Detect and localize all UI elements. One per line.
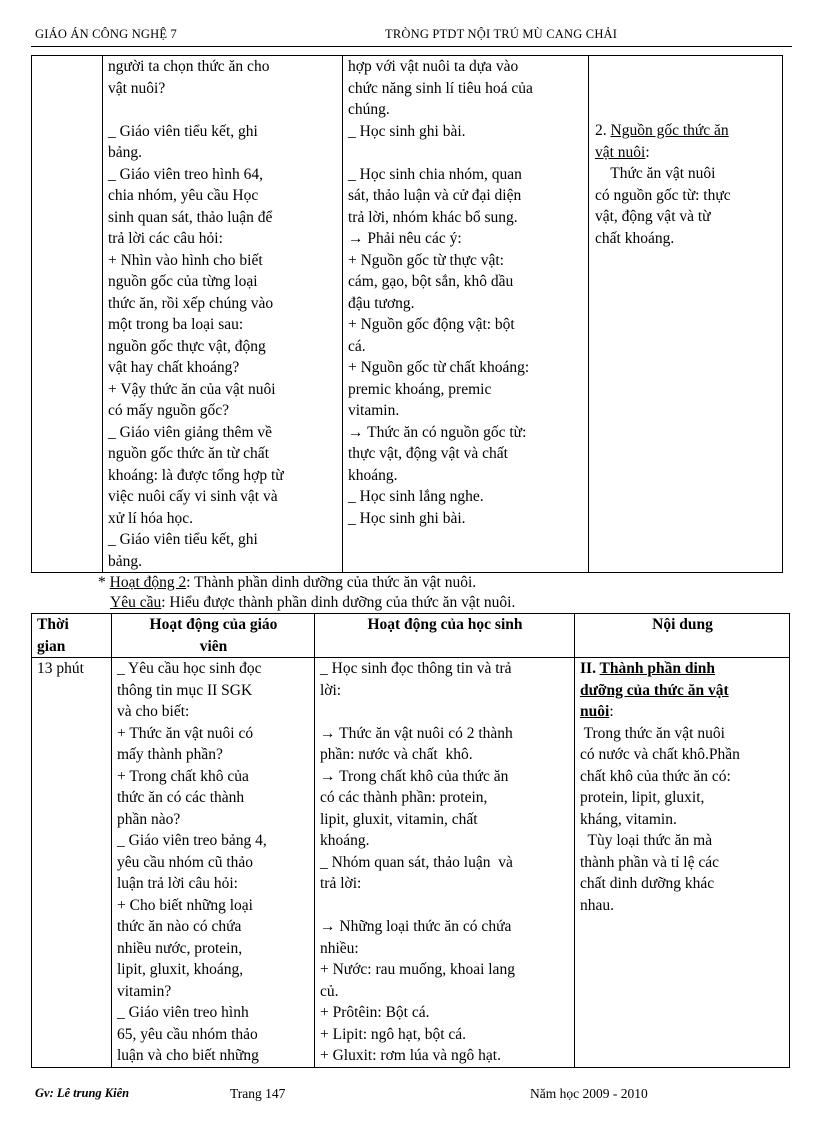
- text-line: thành phần và tỉ lệ các: [580, 853, 720, 871]
- text-line: → Trong chất khô của thức ăn: [320, 767, 509, 785]
- text-line: nguồn gốc thức ăn từ chất: [108, 445, 269, 462]
- text-line: + Nguồn gốc động vật: bột: [348, 316, 515, 333]
- activity-requirement: Yêu cầu: Hiểu được thành phần dinh dưỡng của thức ăn vật nuôi.: [110, 594, 516, 611]
- text-line: bảng.: [108, 144, 143, 161]
- text-line: một trong ba loại sau:: [108, 316, 244, 333]
- text-line: hợp với vật nuôi ta dựa vào: [348, 58, 519, 75]
- text-line: [348, 142, 584, 164]
- table-row: [32, 658, 790, 1068]
- content-cell: [575, 658, 790, 1068]
- text-line: → Những loại thức ăn có chứa: [320, 918, 512, 935]
- text-line: _ Học sinh ghi bài.: [348, 509, 466, 527]
- lesson-table-top: [31, 55, 783, 573]
- text-line: + Cho biết những loại: [117, 896, 253, 914]
- text-line: + Gluxit: rơm lúa và ngô hạt.: [320, 1047, 501, 1064]
- footer-page: Trang 147: [230, 1086, 286, 1101]
- text-line: → Phải nêu các ý:: [348, 230, 462, 247]
- text-line: nguồn gốc thực vật, động: [108, 337, 266, 355]
- text-line: cá.: [348, 337, 366, 355]
- text-line: phần nào?: [117, 810, 181, 828]
- text-line: _ Giáo viên tiểu kết, ghi: [108, 531, 258, 548]
- text-line: mấy thành phần?: [117, 746, 223, 763]
- text-line: khoáng: là được tổng hợp từ: [108, 466, 284, 484]
- text-line: thức ăn nào có chứa: [117, 918, 242, 935]
- text-line: phần: nước và chất khô.: [320, 746, 473, 763]
- text-line: sát, thảo luận và cử đại diện: [348, 187, 522, 204]
- text-line: có nguồn gốc từ: thực: [595, 186, 731, 204]
- table-header-row: [32, 614, 790, 658]
- text-line: _ Giáo viên tiểu kết, ghi: [108, 122, 258, 140]
- text-line: protein, lipit, gluxit,: [580, 789, 705, 806]
- text-line: → Thức ăn vật nuôi có 2 thành: [320, 724, 513, 742]
- text-line: _ Yêu cầu học sinh đọc: [117, 660, 262, 677]
- text-line: kháng, vitamin.: [580, 810, 677, 828]
- text-line: nhiều nước, protein,: [117, 939, 243, 957]
- text-line: [108, 99, 338, 121]
- time-cell: [32, 56, 103, 573]
- text-line: trả lời các câu hỏi:: [108, 230, 223, 247]
- text-line: vật, động vật và từ: [595, 208, 711, 225]
- text-line: + Nước: rau muống, khoai lang: [320, 961, 515, 978]
- text-line: premic khoáng, premic: [348, 380, 492, 398]
- text-line: nhiều:: [320, 939, 359, 957]
- text-line: _ Giáo viên treo bảng 4,: [117, 832, 267, 849]
- text-line: củ.: [320, 982, 339, 1000]
- text-line: trả lời, nhóm khác bổ sung.: [348, 208, 518, 226]
- lesson-table-bottom: [31, 613, 790, 1068]
- time-cell: 13 phút: [32, 658, 112, 1068]
- content-cell: [589, 56, 783, 573]
- text-line: + Vậy thức ăn của vật nuôi: [108, 380, 276, 398]
- text-line: thông tin mục II SGK: [117, 681, 253, 699]
- text-line: đậu tương.: [348, 294, 415, 312]
- text-line: vật nuôi?: [108, 79, 166, 97]
- header-rule: [31, 46, 792, 47]
- text-line: [320, 895, 570, 917]
- text-line: chúng.: [348, 101, 390, 118]
- text-line: 65, yêu cầu nhóm thảo: [117, 1025, 258, 1043]
- content-lines: [580, 723, 785, 917]
- text-line: nguồn gốc của từng loại: [108, 273, 258, 290]
- text-line: trả lời:: [320, 875, 362, 892]
- text-line: vitamin?: [117, 982, 172, 1000]
- text-line: cám, gạo, bột sắn, khô dầu: [348, 273, 514, 290]
- text-line: chất dinh dưỡng khác: [580, 875, 715, 892]
- header-content: Nội dung: [575, 614, 790, 658]
- text-line: _ Giáo viên treo hình 64,: [108, 165, 263, 183]
- header-student: Hoạt động của học sinh: [315, 614, 575, 658]
- text-line: bảng.: [108, 552, 143, 570]
- student-activity-cell: [315, 658, 575, 1068]
- teacher-activity-cell: [103, 56, 343, 573]
- text-line: lipit, gluxit, khoáng,: [117, 961, 244, 978]
- text-line: _ Học sinh chia nhóm, quan: [348, 165, 522, 183]
- text-line: chất khô của thức ăn có:: [580, 767, 731, 785]
- text-line: chia nhóm, yêu cầu Học: [108, 187, 259, 204]
- text-line: người ta chọn thức ăn cho: [108, 58, 270, 75]
- text-line: _ Nhóm quan sát, thảo luận và: [320, 853, 513, 871]
- student-activity-cell: [343, 56, 589, 573]
- text-line: khoáng.: [348, 466, 398, 484]
- teacher-activity-cell: [112, 658, 315, 1068]
- content-lines: [595, 163, 778, 249]
- text-line: có nước và chất khô.Phần: [580, 746, 740, 763]
- text-line: vật hay chất khoáng?: [108, 359, 240, 376]
- text-line: thực vật, động vật và chất: [348, 445, 508, 462]
- content-heading: 2. Nguồn gốc thức ăn: [595, 122, 729, 139]
- text-line: _ Học sinh ghi bài.: [348, 122, 466, 140]
- text-line: → Thức ăn có nguồn gốc từ:: [348, 423, 527, 441]
- text-line: + Prôtêin: Bột cá.: [320, 1004, 430, 1021]
- text-line: _ Giáo viên treo hình: [117, 1004, 249, 1021]
- text-line: luận trả lời câu hỏi:: [117, 875, 238, 892]
- text-line: xử lí hóa học.: [108, 509, 194, 527]
- text-line: việc nuôi cấy vi sinh vật và: [108, 488, 278, 505]
- text-line: + Lipit: ngô hạt, bột cá.: [320, 1025, 467, 1043]
- text-line: [320, 701, 570, 723]
- footer-author: Gv: Lê trung Kiên: [35, 1086, 130, 1100]
- text-line: _ Học sinh lắng nghe.: [348, 488, 484, 505]
- footer-year: Năm học 2009 - 2010: [530, 1086, 648, 1101]
- text-line: _ Giáo viên giảng thêm về: [108, 423, 272, 441]
- text-line: chức năng sinh lí tiêu hoá của: [348, 79, 533, 97]
- header-teacher: Hoạt động của giáo viên: [112, 614, 315, 658]
- text-line: lipit, gluxit, vitamin, chất: [320, 810, 478, 828]
- text-line: nhau.: [580, 896, 615, 914]
- text-line: thức ăn, rồi xếp chúng vào: [108, 294, 274, 312]
- text-line: + Trong chất khô của: [117, 767, 249, 785]
- text-line: luận và cho biết những: [117, 1047, 259, 1064]
- content-heading-line2: vật nuôi:: [595, 143, 650, 161]
- text-line: lời:: [320, 681, 342, 699]
- content-heading: II. Thành phần dinh: [580, 660, 716, 677]
- content-heading-line3: nuôi:: [580, 703, 614, 720]
- text-line: + Nguồn gốc từ chất khoáng:: [348, 359, 530, 376]
- text-line: khoáng.: [320, 832, 370, 849]
- text-line: và cho biết:: [117, 703, 190, 720]
- text-line: có các thành phần: protein,: [320, 789, 488, 806]
- text-line: Trong thức ăn vật nuôi: [580, 724, 725, 742]
- text-line: sinh quan sát, thảo luận để: [108, 208, 273, 226]
- text-line: + Thức ăn vật nuôi có: [117, 724, 254, 742]
- text-line: yêu cầu nhóm cũ thảo: [117, 853, 254, 871]
- text-line: có mấy nguồn gốc?: [108, 402, 229, 419]
- text-line: Tùy loại thức ăn mà: [580, 832, 713, 849]
- table-row: [32, 56, 783, 573]
- header-time: Thời gian: [32, 614, 112, 658]
- text-line: Thức ăn vật nuôi: [595, 165, 716, 182]
- header-left: GIÁO ÁN CÔNG NGHỆ 7: [35, 27, 177, 41]
- content-heading-line2: dưỡng của thức ăn vật: [580, 681, 729, 699]
- text-line: + Nhìn vào hình cho biết: [108, 251, 263, 269]
- activity-title: * Hoạt động 2: Thành phần dinh dưỡng của thức ăn vật nuôi.: [98, 574, 477, 591]
- text-line: vitamin.: [348, 402, 400, 419]
- text-line: thức ăn có các thành: [117, 789, 245, 806]
- text-line: + Nguồn gốc từ thực vật:: [348, 251, 504, 269]
- header-right: TRÒNG PTDT NỘI TRÚ MÙ CANG CHẢI: [385, 27, 618, 41]
- text-line: _ Học sinh đọc thông tin và trả: [320, 660, 512, 677]
- text-line: chất khoáng.: [595, 229, 675, 247]
